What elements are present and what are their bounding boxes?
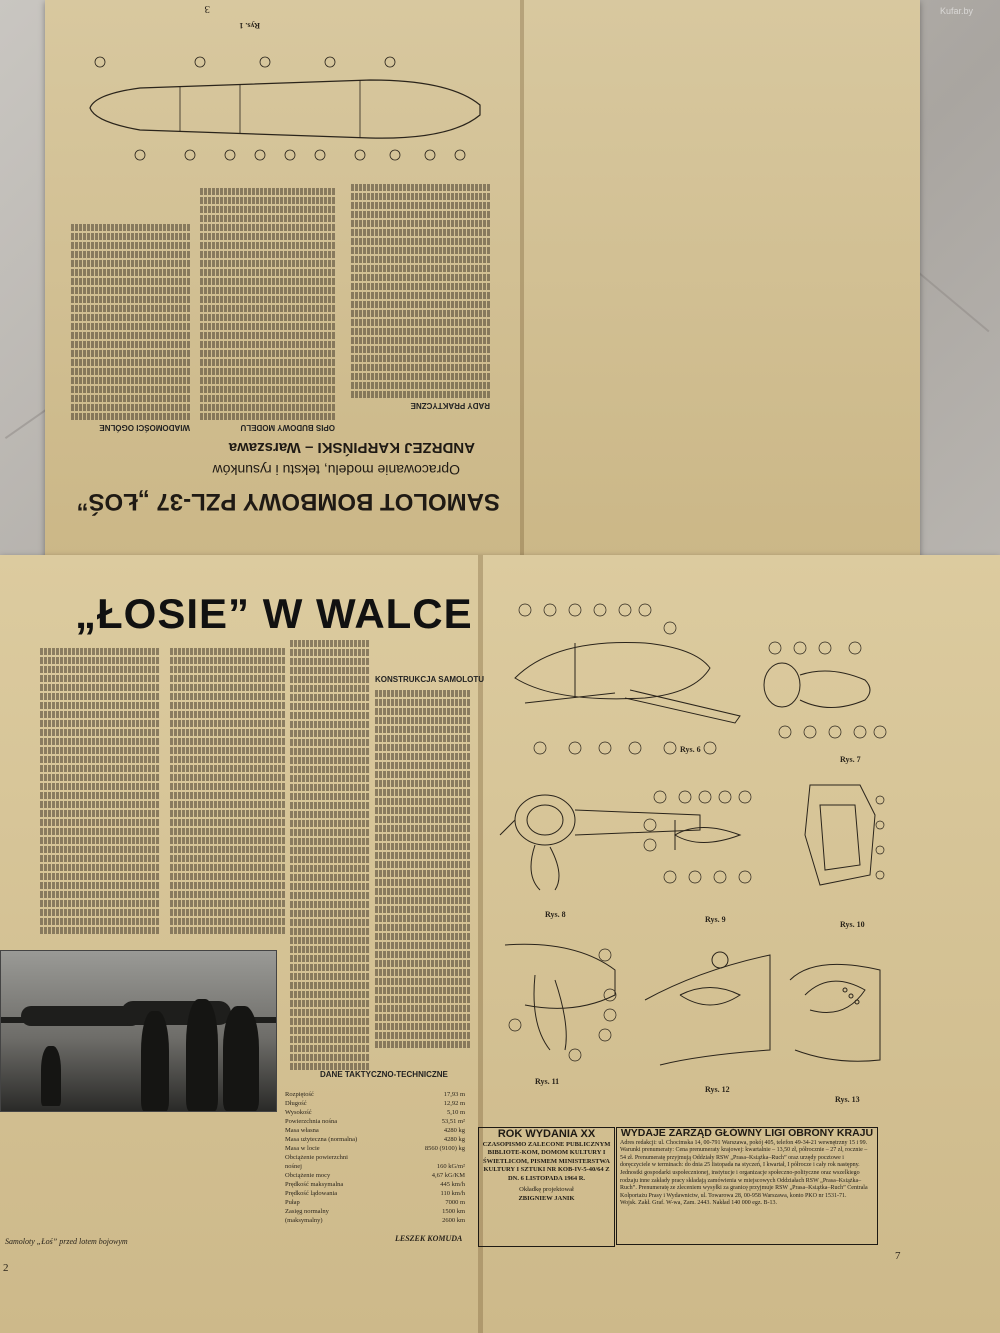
spec-row [285,1117,465,1126]
spec-value: 17,93 m [443,1091,465,1098]
spec-value: 5,10 m [446,1109,465,1116]
spec-label: Masa własna [285,1127,319,1134]
author-line: ANDRZEJ KARPIŃSKI – Warszawa [228,439,475,456]
spec-label: nośnej [285,1163,302,1170]
spec-row [285,1144,465,1153]
spec-value: 160 kG/m² [436,1163,465,1170]
cover-designer-label: Okładkę projektował [519,1186,574,1193]
spec-row [285,1126,465,1135]
publisher-heading: WYDAJE ZARZĄD GŁÓWNY LIGI OBRONY KRAJU [620,1127,874,1139]
crew-member [186,999,218,1111]
publisher-info-box [616,1127,878,1245]
spec-value: 110 km/h [440,1190,465,1197]
center-fold [520,0,524,560]
spec-label: Pułap [285,1199,300,1206]
figure-11-drawing [495,935,625,1070]
figure-label: Rys. 1 [239,21,260,30]
spec-row [285,1090,465,1099]
page-number: 3 [204,3,210,15]
spec-value: 4280 kg [443,1136,465,1143]
spec-value: 445 km/h [440,1181,465,1188]
page-number: 7 [895,1250,901,1262]
spec-value: 4280 kg [443,1127,465,1134]
article-headline: „ŁOSIE” W WALCE [75,590,473,637]
spec-row [285,1135,465,1144]
text-column [40,648,160,943]
text-column [70,220,190,420]
figure-13-drawing [785,950,890,1075]
figure-6-drawing [495,598,755,758]
spec-row [285,1198,465,1207]
spec-value: 8560 (9100) kg [424,1145,465,1152]
text-column [290,640,370,1080]
site-watermark: Kufar.by [940,6,974,16]
spec-row [285,1153,465,1162]
spec-row [285,1189,465,1198]
figure-label: Rys. 10 [840,920,865,929]
credit-line: Opracowanie modelu, tekstu i rysunków [212,462,460,478]
spec-label: Długość [285,1100,307,1107]
publication-info-box [478,1127,615,1247]
spec-value: 2600 km [442,1217,465,1224]
spec-label: Prędkość lądowania [285,1190,338,1197]
publication-year-heading: ROK WYDANIA XX [497,1128,596,1140]
figure-label: Rys. 11 [535,1077,560,1086]
spec-label: Prędkość maksymalna [285,1181,344,1188]
upside-down-page [45,0,520,560]
section-heading: KONSTRUKCJA SAMOLOTU [375,675,485,684]
spec-label: Masa użyteczna (normalna) [285,1136,358,1143]
bomber-crew-photo [0,950,277,1112]
spec-value: 53,51 m² [441,1118,465,1125]
figure-label: Rys. 8 [545,910,566,919]
spec-label: Masa w locie [285,1145,320,1152]
upper-magazine-sheet [45,0,920,560]
spec-row [285,1099,465,1108]
subscription-terms: Adres redakcji: ul. Chocimska 14, 00-791 Warszawa, pokój 405, telefon 49-34-21 wewnętrzny 15 i 99. Warunki prenumeraty: Cena prenumeraty krajowej: kwartalnie – 13,50 zł, półrocznie – 27 zł, rocznie – 54 zł. Prenumeratę przyjmują Oddziały RSW „Prasa–Książka–Ruch” oraz urzędy pocztowe i doręczyciele w terminach: do dnia 25 listopada na styczeń, I kwartał, I półrocze i cały rok następny. Jednostki gospodarki uspołecznionej, instytucje i organizacje społeczno-polityczne oraz wszelkiego rodzaju inne zakłady pracy składają zamówienia w miejscowych Oddziałach RSW „Prasa–Książka–Ruch”. Prenumeratę ze zleceniem wysyłki za granicę przyjmuje RSW „Prasa–Książka–Ruch” Centrala Kolportażu Prasy i Wydawnictw, ul. Towarowa 28, 00-958 Warszawa, konto PKO nr 1531-71. [620,1139,868,1199]
author-name: LESZEK KOMUDA [395,1234,463,1243]
spec-label: Wysokość [285,1109,312,1116]
spec-row [285,1180,465,1189]
figure-10-drawing [790,775,890,915]
figure-label: Rys. 7 [840,755,861,764]
text-column [200,180,335,420]
text-column [375,690,470,1060]
spec-value: 1500 km [442,1208,465,1215]
photo-caption: Samoloty „Łoś” przed lotem bojowym [5,1237,128,1246]
spec-row [285,1162,465,1171]
text-column [350,168,490,398]
section-heading: DANE TAKTYCZNO-TECHNICZNE [320,1070,448,1079]
spec-row [285,1108,465,1117]
spec-value: 4,67 kG/KM [431,1172,465,1179]
cover-designer-name: ZBIGNIEW JANIK [518,1194,575,1202]
figure-7-drawing [760,640,890,750]
print-info: Wojsk. Zakł. Graf. W-wa, Zam. 2443. Nakład 140 000 egz. B-13. [620,1200,778,1207]
specs-table [285,1090,465,1225]
crew-member [141,1011,169,1111]
spec-label: Zasięg normalny [285,1208,329,1215]
crew-member [223,1006,259,1111]
page-number: 2 [3,1262,9,1274]
text-column [170,648,285,943]
spec-row [285,1207,465,1216]
spec-label: Powierzchnia nośna [285,1118,338,1125]
spec-row [285,1216,465,1225]
article-title: SAMOLOT BOMBOWY PZL-37 „ŁOŚ” [76,488,500,515]
spec-value: 12,92 m [443,1100,465,1107]
figure-label: Rys. 12 [705,1085,730,1094]
spec-row [285,1171,465,1180]
spec-label: Obciążenie mocy [285,1172,331,1179]
figure-label: Rys. 9 [705,915,726,924]
section-heading: RADY PRAKTYCZNE [410,401,490,410]
spec-value: 7000 m [445,1199,465,1206]
fuselage-drawing [80,50,490,170]
figure-label: Rys. 13 [835,1095,860,1104]
figure-12-drawing [640,940,780,1075]
spec-label: Obciążenie powierzchni [285,1154,348,1161]
crew-member [41,1046,61,1106]
section-heading: WIADOMOŚCI OGÓLNE [99,423,190,432]
section-heading: OPIS BUDOWY MODELU [240,423,335,432]
publication-recommendation: CZASOPISMO ZALECONE PUBLICZNYM BIBLIOTE-KOM, DOMOM KULTURY I ŚWIETLICOM, PISMEM MINISTERSTWA KULTURY I SZTUKI NR KOB-IV-5-40/64 Z DN. 6 LISTOPADA 1964 R. [482,1140,611,1182]
spec-label: Rozpiętość [285,1091,314,1098]
figure-label: Rys. 6 [680,745,701,754]
figure-9-drawing [640,785,780,890]
spec-label: (maksymalny) [285,1217,323,1224]
